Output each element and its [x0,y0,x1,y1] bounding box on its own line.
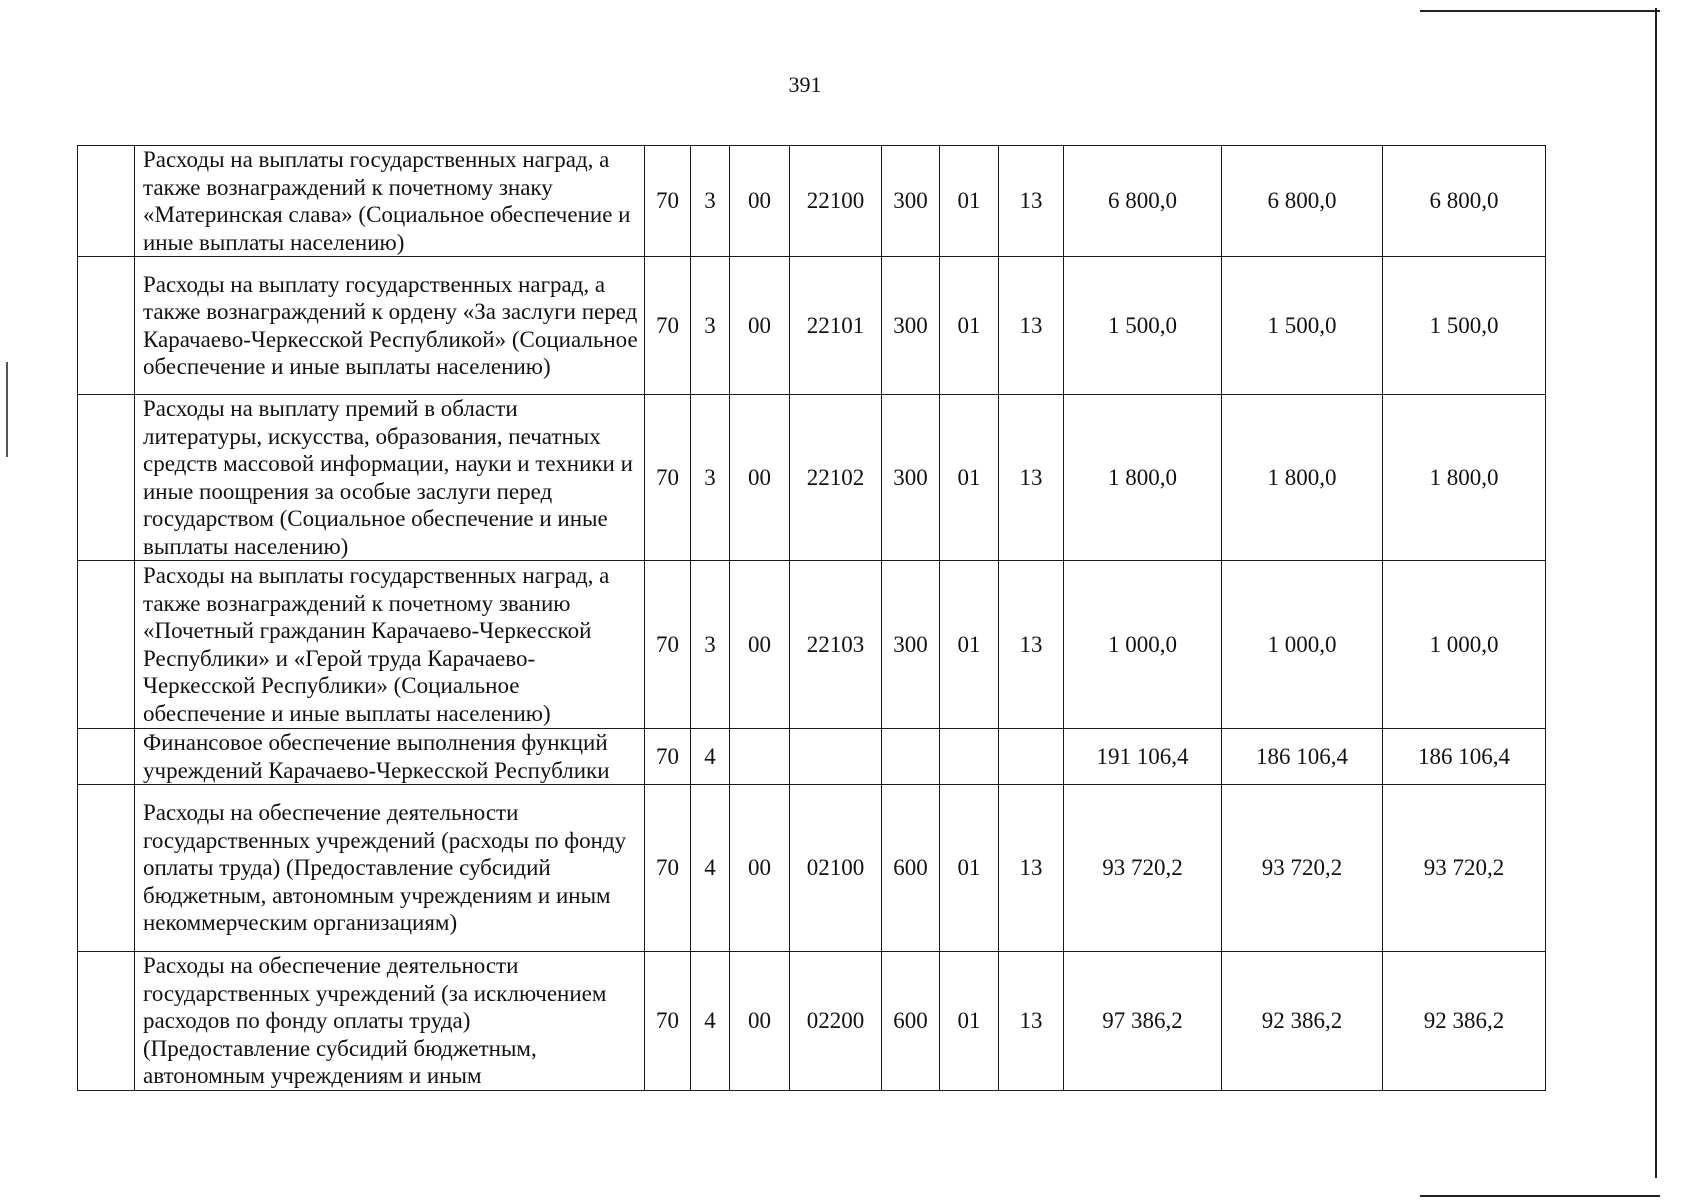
table-row [78,561,1546,729]
code-cell: 4 [691,785,730,952]
row-description: Расходы на обеспечение деятельности государственных учреждений (расходы по фонду оплаты труда) (Предоставление субсидий бюджетным, автономным учреждениям и иным некоммерческим организациям) [135,785,645,952]
amount-cell: 93 720,2 [1222,785,1383,952]
row-description: Финансовое обеспечение выполнения функций учреждений Карачаево-Черкесской Республики [135,729,645,785]
scan-edge-bottom [1420,1195,1660,1197]
code-cell: 600 [882,952,940,1091]
code-cell: 300 [882,561,940,729]
amount-cell: 1 800,0 [1383,395,1546,561]
code-cell: 3 [691,395,730,561]
code-cell: 13 [999,785,1064,952]
table-row [78,952,1546,1091]
row-number-cell [78,395,135,561]
code-cell: 22100 [790,146,882,257]
code-cell: 70 [645,561,691,729]
budget-table [77,145,1546,1091]
scan-edge-top [1420,10,1660,12]
table-row [78,257,1546,395]
amount-cell: 97 386,2 [1064,952,1222,1091]
code-cell: 01 [940,146,999,257]
row-number-cell [78,785,135,952]
amount-cell: 1 500,0 [1383,257,1546,395]
amount-cell: 93 720,2 [1383,785,1546,952]
row-number-cell [78,257,135,395]
code-cell: 01 [940,785,999,952]
amount-cell: 191 106,4 [1064,729,1222,785]
code-cell: 300 [882,395,940,561]
code-cell: 3 [691,561,730,729]
table-row [78,146,1546,257]
code-cell: 13 [999,395,1064,561]
table-body [78,146,1546,1091]
row-description: Расходы на выплату государственных наград, а также вознаграждений к ордену «За заслуги перед Карачаево-Черкесской Республикой» (Социальное обеспечение и иные выплаты населению) [135,257,645,395]
table-row [78,785,1546,952]
amount-cell: 1 800,0 [1064,395,1222,561]
code-cell [882,729,940,785]
amount-cell: 6 800,0 [1222,146,1383,257]
code-cell [999,729,1064,785]
scan-edge-left [6,362,8,457]
code-cell: 4 [691,952,730,1091]
code-cell: 4 [691,729,730,785]
scan-edge-right [1655,8,1657,1178]
code-cell: 01 [940,257,999,395]
code-cell: 70 [645,952,691,1091]
code-cell [790,729,882,785]
amount-cell: 186 106,4 [1222,729,1383,785]
code-cell: 13 [999,257,1064,395]
code-cell [940,729,999,785]
code-cell: 22102 [790,395,882,561]
code-cell: 01 [940,561,999,729]
code-cell: 600 [882,785,940,952]
code-cell: 3 [691,257,730,395]
code-cell: 22101 [790,257,882,395]
amount-cell: 93 720,2 [1064,785,1222,952]
code-cell: 13 [999,952,1064,1091]
code-cell: 02200 [790,952,882,1091]
amount-cell: 1 000,0 [1222,561,1383,729]
code-cell: 300 [882,257,940,395]
page-number: 391 [788,72,822,97]
row-number-cell [78,561,135,729]
table-row [78,729,1546,785]
code-cell: 300 [882,146,940,257]
amount-cell: 6 800,0 [1383,146,1546,257]
code-cell: 00 [730,561,790,729]
row-number-cell [78,146,135,257]
table-row [78,395,1546,561]
code-cell: 70 [645,395,691,561]
code-cell: 00 [730,395,790,561]
code-cell: 70 [645,785,691,952]
amount-cell: 1 000,0 [1383,561,1546,729]
code-cell: 70 [645,146,691,257]
amount-cell: 1 500,0 [1222,257,1383,395]
amount-cell: 6 800,0 [1064,146,1222,257]
amount-cell: 92 386,2 [1383,952,1546,1091]
amount-cell: 1 500,0 [1064,257,1222,395]
code-cell: 70 [645,257,691,395]
amount-cell: 92 386,2 [1222,952,1383,1091]
row-number-cell [78,729,135,785]
amount-cell: 1 000,0 [1064,561,1222,729]
code-cell: 00 [730,785,790,952]
code-cell: 13 [999,561,1064,729]
code-cell: 02100 [790,785,882,952]
row-description: Расходы на выплаты государственных наград, а также вознаграждений к почетному званию «Почетный гражданин Карачаево-Черкесской Республики» и «Герой труда Карачаево-Черкесской Республики» (Социальное обеспечение и иные выплаты населению) [135,561,645,729]
code-cell: 22103 [790,561,882,729]
code-cell: 00 [730,952,790,1091]
code-cell [730,729,790,785]
code-cell: 00 [730,146,790,257]
code-cell: 13 [999,146,1064,257]
amount-cell: 186 106,4 [1383,729,1546,785]
amount-cell: 1 800,0 [1222,395,1383,561]
code-cell: 00 [730,257,790,395]
code-cell: 01 [940,952,999,1091]
code-cell: 01 [940,395,999,561]
row-number-cell [78,952,135,1091]
code-cell: 3 [691,146,730,257]
row-description: Расходы на обеспечение деятельности государственных учреждений (за исключением расходов по фонду оплаты труда) (Предоставление субсидий бюджетным, автономным учреждениям и иным [135,952,645,1091]
row-description: Расходы на выплату премий в области литературы, искусства, образования, печатных средств массовой информации, науки и техники и иные поощрения за особые заслуги перед государством (Социальное обеспечение и иные выплаты населению) [135,395,645,561]
code-cell: 70 [645,729,691,785]
row-description: Расходы на выплаты государственных наград, а также вознаграждений к почетному знаку «Материнская слава» (Социальное обеспечение и иные выплаты населению) [135,146,645,257]
